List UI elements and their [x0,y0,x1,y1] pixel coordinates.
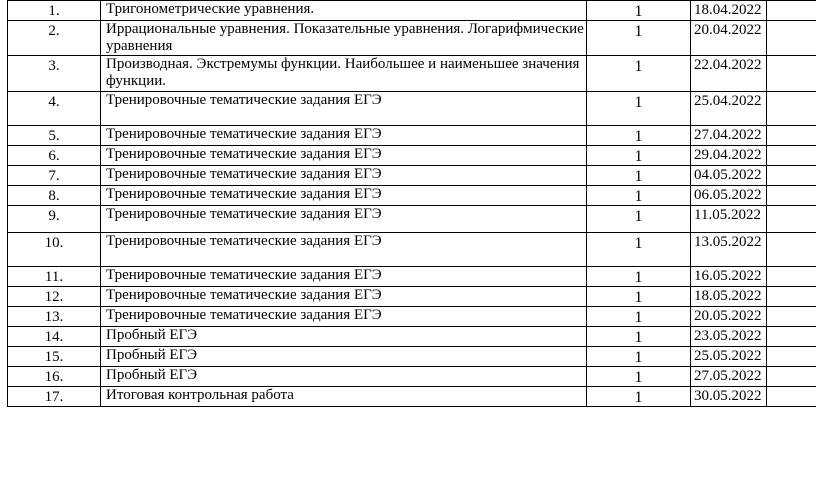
lesson-hours: 1 [634,188,643,205]
lesson-number-cell [8,186,101,206]
lesson-topic: Тренировочные тематические задания ЕГЭ [106,166,382,182]
lesson-topic: Пробный ЕГЭ [106,327,198,343]
lesson-date-cell [691,126,767,146]
lesson-number: 8. [48,188,60,204]
lesson-number: 3. [48,58,60,74]
lesson-topic-cell [101,186,587,206]
empty-cell [767,367,816,387]
lesson-number: 6. [48,148,60,164]
lesson-date: 04.05.2022 [694,167,762,183]
lesson-topic-cell [101,92,587,126]
lesson-hours-cell [587,186,691,206]
lesson-hours-cell [587,21,691,56]
lesson-date-cell [691,186,767,206]
lesson-hours: 1 [634,128,643,145]
table-row [8,287,816,307]
empty-cell [767,347,816,367]
lesson-hours-cell [587,206,691,233]
lesson-number-cell [8,367,101,387]
empty-cell [767,267,816,287]
lesson-hours: 1 [634,94,643,111]
lesson-date-cell [691,387,767,407]
lesson-topic-cell [101,347,587,367]
lesson-hours: 1 [634,23,643,40]
lesson-number: 4. [48,94,60,110]
table-row [8,126,816,146]
lesson-date-cell [691,307,767,327]
lesson-hours-cell [587,1,691,21]
lesson-number: 1. [48,3,60,19]
lesson-hours-cell [587,92,691,126]
lesson-number: 10. [44,235,64,251]
lesson-date-cell [691,347,767,367]
lesson-number: 7. [48,168,60,184]
lesson-date-cell [691,1,767,21]
lesson-hours-cell [587,287,691,307]
empty-cell [767,56,816,92]
table-row [8,56,816,92]
lesson-hours: 1 [634,208,643,225]
lesson-date: 11.05.2022 [694,207,761,223]
lesson-topic: Тренировочные тематические задания ЕГЭ [106,287,382,303]
lesson-hours-cell [587,367,691,387]
table-row [8,307,816,327]
empty-cell [767,146,816,166]
lesson-date: 20.05.2022 [694,308,762,324]
table-row [8,21,816,56]
lesson-hours: 1 [634,269,643,286]
lesson-date-cell [691,233,767,267]
lesson-hours-cell [587,307,691,327]
lesson-topic-cell [101,267,587,287]
lesson-topic: Тренировочные тематические задания ЕГЭ [106,146,382,162]
empty-cell [767,233,816,267]
lesson-hours: 1 [634,148,643,165]
empty-cell [767,387,816,407]
lesson-number: 11. [44,269,64,285]
lesson-hours: 1 [634,309,643,326]
table-row [8,387,816,407]
lesson-topic-cell [101,166,587,186]
lesson-number: 5. [48,128,60,144]
lesson-topic: Тренировочные тематические задания ЕГЭ [106,233,382,249]
lesson-date: 25.04.2022 [694,93,762,109]
lesson-number-cell [8,126,101,146]
lesson-date-cell [691,56,767,92]
lesson-number-cell [8,166,101,186]
lesson-number: 2. [48,23,60,39]
lesson-number: 12. [44,289,64,305]
lesson-hours-cell [587,327,691,347]
lesson-date-cell [691,267,767,287]
table-row [8,347,816,367]
lesson-date: 18.05.2022 [694,288,762,304]
table-row [8,1,816,21]
lesson-date: 27.04.2022 [694,127,762,143]
lesson-hours-cell [587,146,691,166]
table-row [8,206,816,233]
lesson-topic: Тренировочные тематические задания ЕГЭ [106,92,382,108]
lesson-number: 16. [44,369,64,385]
lesson-topic-cell [101,367,587,387]
lesson-date: 16.05.2022 [694,268,762,284]
lesson-number: 13. [44,309,64,325]
empty-cell [767,126,816,146]
lesson-date: 18.04.2022 [694,2,762,18]
lesson-topic: Пробный ЕГЭ [106,367,198,383]
lesson-hours-cell [587,233,691,267]
empty-cell [767,287,816,307]
table-row [8,92,816,126]
lesson-hours: 1 [634,235,643,252]
lesson-topic: Тренировочные тематические задания ЕГЭ [106,126,382,142]
lesson-topic: Пробный ЕГЭ [106,347,198,363]
lesson-topic-cell [101,307,587,327]
lesson-topic: Тренировочные тематические задания ЕГЭ [106,307,382,323]
table-row [8,367,816,387]
lesson-number-cell [8,56,101,92]
table-row [8,327,816,347]
empty-cell [767,92,816,126]
lesson-topic: Иррациональные уравнения. Показательные уравнения. Логарифмические уравнения [106,21,584,54]
lesson-hours: 1 [634,369,643,386]
lesson-number-cell [8,233,101,267]
table-row [8,267,816,287]
lesson-date: 22.04.2022 [694,57,762,73]
lesson-topic-cell [101,327,587,347]
lesson-date: 13.05.2022 [694,234,762,250]
lesson-date: 25.05.2022 [694,348,762,364]
lesson-hours: 1 [634,3,643,20]
lesson-number: 14. [44,329,64,345]
lesson-date: 27.05.2022 [694,368,762,384]
lesson-date: 23.05.2022 [694,328,762,344]
lesson-plan-table [7,0,816,407]
lesson-number-cell [8,307,101,327]
lesson-date-cell [691,92,767,126]
lesson-topic: Тригонометрические уравнения. [106,1,315,17]
empty-cell [767,1,816,21]
lesson-topic-cell [101,206,587,233]
lesson-number-cell [8,206,101,233]
table-row [8,233,816,267]
lesson-date-cell [691,166,767,186]
empty-cell [767,307,816,327]
lesson-topic: Тренировочные тематические задания ЕГЭ [106,186,382,202]
empty-cell [767,327,816,347]
empty-cell [767,206,816,233]
lesson-topic: Производная. Экстремумы функции. Наибольшее и наименьшее значения функции. [106,56,580,89]
table-row [8,186,816,206]
lesson-topic-cell [101,56,587,92]
empty-cell [767,166,816,186]
empty-cell [767,186,816,206]
lesson-hours: 1 [634,168,643,185]
lesson-hours-cell [587,126,691,146]
lesson-number-cell [8,92,101,126]
lesson-hours-cell [587,267,691,287]
lesson-date: 29.04.2022 [694,147,762,163]
lesson-date: 06.05.2022 [694,187,762,203]
lesson-hours: 1 [634,289,643,306]
lesson-date-cell [691,287,767,307]
lesson-number-cell [8,327,101,347]
lesson-hours: 1 [634,389,643,406]
lesson-number-cell [8,1,101,21]
lesson-topic: Тренировочные тематические задания ЕГЭ [106,267,382,283]
lesson-number-cell [8,347,101,367]
lesson-topic-cell [101,21,587,56]
lesson-hours-cell [587,387,691,407]
lesson-number: 15. [44,349,64,365]
lesson-number-cell [8,267,101,287]
lesson-hours: 1 [634,349,643,366]
lesson-topic-cell [101,146,587,166]
lesson-topic: Тренировочные тематические задания ЕГЭ [106,206,382,222]
lesson-topic-cell [101,1,587,21]
lesson-topic-cell [101,287,587,307]
lesson-date-cell [691,146,767,166]
lesson-number-cell [8,146,101,166]
lesson-hours-cell [587,347,691,367]
lesson-date-cell [691,367,767,387]
lesson-number: 9. [48,208,60,224]
lesson-date-cell [691,206,767,233]
lesson-number-cell [8,287,101,307]
lesson-hours: 1 [634,58,643,75]
lesson-hours: 1 [634,329,643,346]
lesson-date-cell [691,327,767,347]
lesson-topic-cell [101,233,587,267]
lesson-number-cell [8,21,101,56]
lesson-date-cell [691,21,767,56]
table-row [8,166,816,186]
lesson-date: 30.05.2022 [694,388,762,404]
lesson-number: 17. [44,389,64,405]
lesson-topic: Итоговая контрольная работа [106,387,294,403]
lesson-number-cell [8,387,101,407]
lesson-plan-body [8,1,816,407]
lesson-date: 20.04.2022 [694,22,762,38]
lesson-topic-cell [101,126,587,146]
lesson-hours-cell [587,56,691,92]
empty-cell [767,21,816,56]
lesson-topic-cell [101,387,587,407]
lesson-hours-cell [587,166,691,186]
table-row [8,146,816,166]
